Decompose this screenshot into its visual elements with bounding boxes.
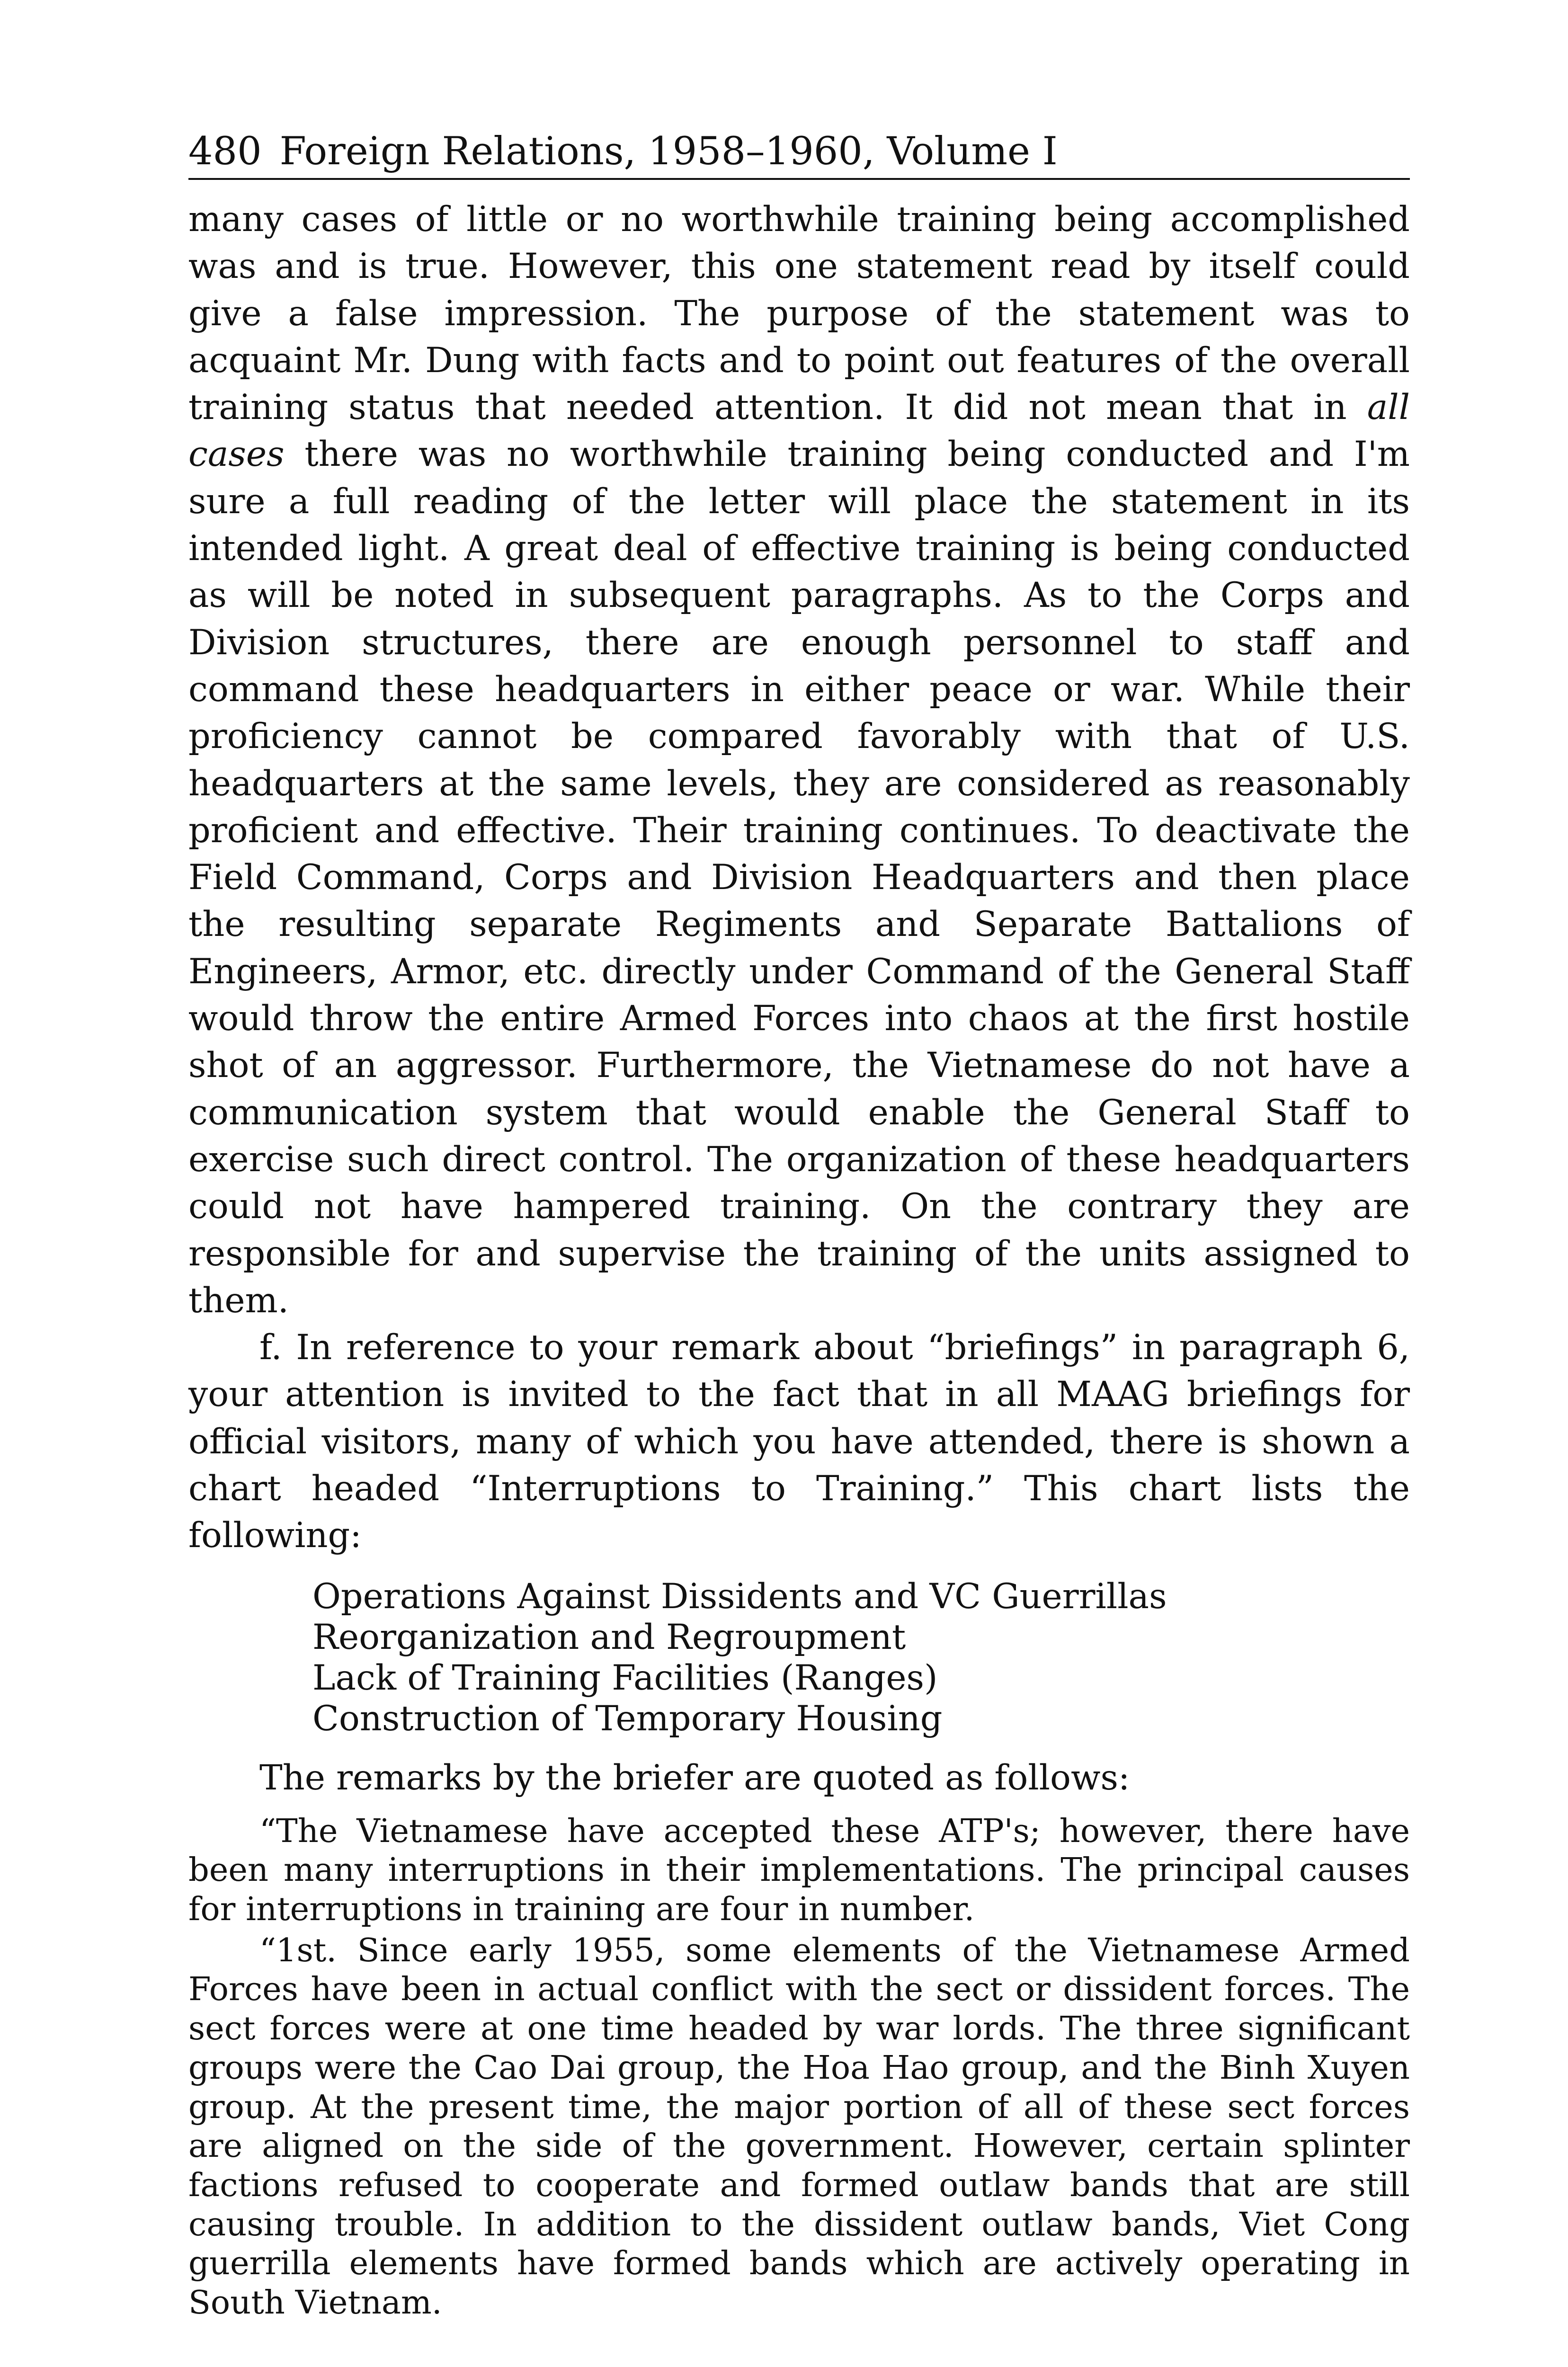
emphasis-all-cases: all cases	[188, 387, 1410, 475]
remarks-intro: The remarks by the briefer are quoted as follows:	[259, 1757, 1130, 1798]
quote-paragraph: “1st. Since early 1955, some elements of the Vietnamese Armed Forces have been in actual conflict with the sect or dissident forces. The sect forces were at one time headed by war lords. The three significant groups were the Cao Dai group, the Hoa Hao group, and the Binh Xuyen group. At the present time, the major portion of all of these sect forces are aligned on the side of the government. However, certain splinter factions refused to cooperate and formed outlaw bands that are still causing trouble. In addition to the dissident outlaw bands, Viet Cong guerrilla elements have formed bands which are actively operating in South Vietnam.	[188, 1931, 1410, 2322]
list-item: Construction of Temporary Housing	[312, 1698, 943, 1739]
list-item: Operations Against Dissidents and VC Guerrillas	[312, 1576, 1167, 1617]
paragraph-text-part-1: many cases of little or no worthwhile training being accomplished was and is true. However, this one statement read by itself could give a false impression. The purpose of the statement was to acquaint Mr. Dung with facts and to point out features of the overall training status that needed attention. It did not mean that in	[188, 199, 1410, 428]
continued-paragraph	[188, 196, 1410, 1324]
list-item: Reorganization and Regroupment	[312, 1617, 906, 1657]
page-number: 480	[188, 129, 262, 174]
paragraph-f: f. In reference to your remark about “briefings” in paragraph 6, your attention is invited to the fact that in all MAAG briefings for official visitors, many of which you have attended, there is shown a chart headed “Interruptions to Training.” This chart lists the following:	[188, 1327, 1410, 1556]
briefer-quote	[188, 1812, 1410, 2323]
running-title: Foreign Relations, 1958–1960, Volume I	[279, 129, 1058, 174]
chart-item-list	[312, 1576, 1410, 1739]
list-item: Lack of Training Facilities (Ranges)	[312, 1657, 938, 1698]
book-page	[188, 128, 1410, 2323]
running-head	[188, 128, 1410, 180]
main-text	[188, 196, 1410, 1559]
paragraph-text-part-2: there was no worthwhile training being conducted and I'm sure a full reading of the letter will place the statement in its intended light. A great deal of effective training is being conducted as will be noted in subsequent paragraphs. As to the Corps and Division structures, there are enough personnel to staff and command these headquarters in either peace or war. While their proficiency cannot be compared favorably with that of U.S. headquarters at the same levels, they are considered as reasonably proficient and effective. Their training continues. To deactivate the Field Command, Corps and Division Headquarters and then place the resulting separate Regiments and Separate Battalions of Engineers, Armor, etc. directly under Command of the General Staff would throw the entire Armed Forces into chaos at the first hostile shot of an aggressor. Furthermore, the Vietnamese do not have a communication system that would enable the General Staff to exercise such direct control. The organization of these headquarters could not have hampered training. On the contrary they are responsible for and supervise the training of the units assigned to them.	[188, 434, 1410, 1321]
quote-paragraph: “The Vietnamese have accepted these ATP's; however, there have been many interruptions in their implementations. The principal causes for interruptions in training are four in number.	[188, 1812, 1410, 1929]
